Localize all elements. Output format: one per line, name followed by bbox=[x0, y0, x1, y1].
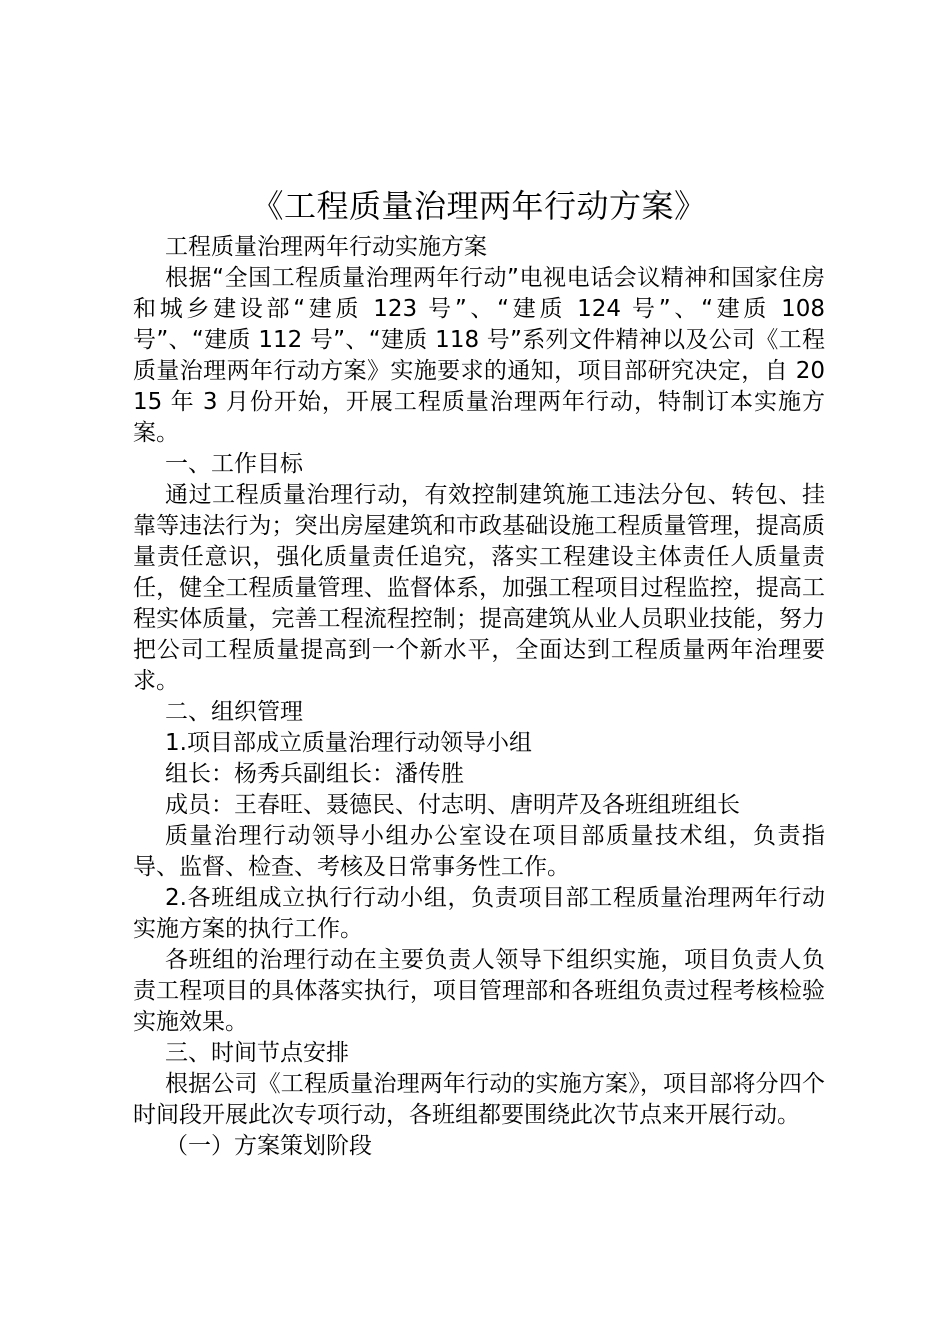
document-title: 《工程质量治理两年行动方案》 bbox=[251, 187, 707, 225]
members-line: 成员：王春旺、聂德民、付志明、唐明芹及各班组班组长 bbox=[165, 792, 740, 818]
office-paragraph: 质量治理行动领导小组办公室设在项目部质量技术组，负责指导、监督、检查、考核及日常事务性工作。 bbox=[133, 823, 825, 880]
phase-1-heading: （一）方案策划阶段 bbox=[165, 1133, 372, 1159]
implementation-paragraph: 各班组的治理行动在主要负责人领导下组织实施，项目负责人负责工程项目的具体落实执行，项目管理部和各班组负责过程考核检验实施效果。 bbox=[133, 947, 825, 1035]
goals-paragraph: 通过工程质量治理行动，有效控制建筑施工违法分包、转包、挂靠等违法行为；突出房屋建筑和市政基础设施工程质量管理，提高质量责任意识，强化质量责任追究，落实工程建设主体责任人质量责任，健全工程质量管理、监督体系，加强工程项目过程监控，提高工程实体质量，完善工程流程控制；提高建筑从业人员职业技能，努力把公司工程质量提高到一个新水平，全面达到工程质量两年治理要求。 bbox=[133, 482, 825, 694]
section-heading-schedule: 三、时间节点安排 bbox=[165, 1040, 349, 1066]
intro-paragraph: 根据“全国工程质量治理两年行动”电视电话会议精神和国家住房和城乡建设部“建质 123 号”、“建质 124 号”、“建质 108 号”、“建质 112 号”、“建质 118 号”系列文件精神以及公司《工程质量治理两年行动方案》实施要求的通知，项目部研究决定，自 2015 年 3 月份开始，开展工程质量治理两年行动，特制订本实施方案。 bbox=[133, 265, 825, 446]
subtitle-paragraph: 工程质量治理两年行动实施方案 bbox=[165, 234, 487, 260]
org-item-2: 2.各班组成立执行行动小组，负责项目部工程质量治理两年行动实施方案的执行工作。 bbox=[133, 885, 825, 942]
schedule-paragraph: 根据公司《工程质量治理两年行动的实施方案》，项目部将分四个时间段开展此次专项行动，各班组都要围绕此次节点来开展行动。 bbox=[133, 1071, 825, 1128]
org-item-1: 1.项目部成立质量治理行动领导小组 bbox=[165, 730, 532, 756]
document-page bbox=[133, 180, 825, 1162]
section-heading-goals: 一、工作目标 bbox=[165, 451, 303, 477]
leader-line: 组长：杨秀兵副组长：潘传胜 bbox=[165, 761, 464, 787]
section-heading-organization: 二、组织管理 bbox=[165, 699, 303, 725]
